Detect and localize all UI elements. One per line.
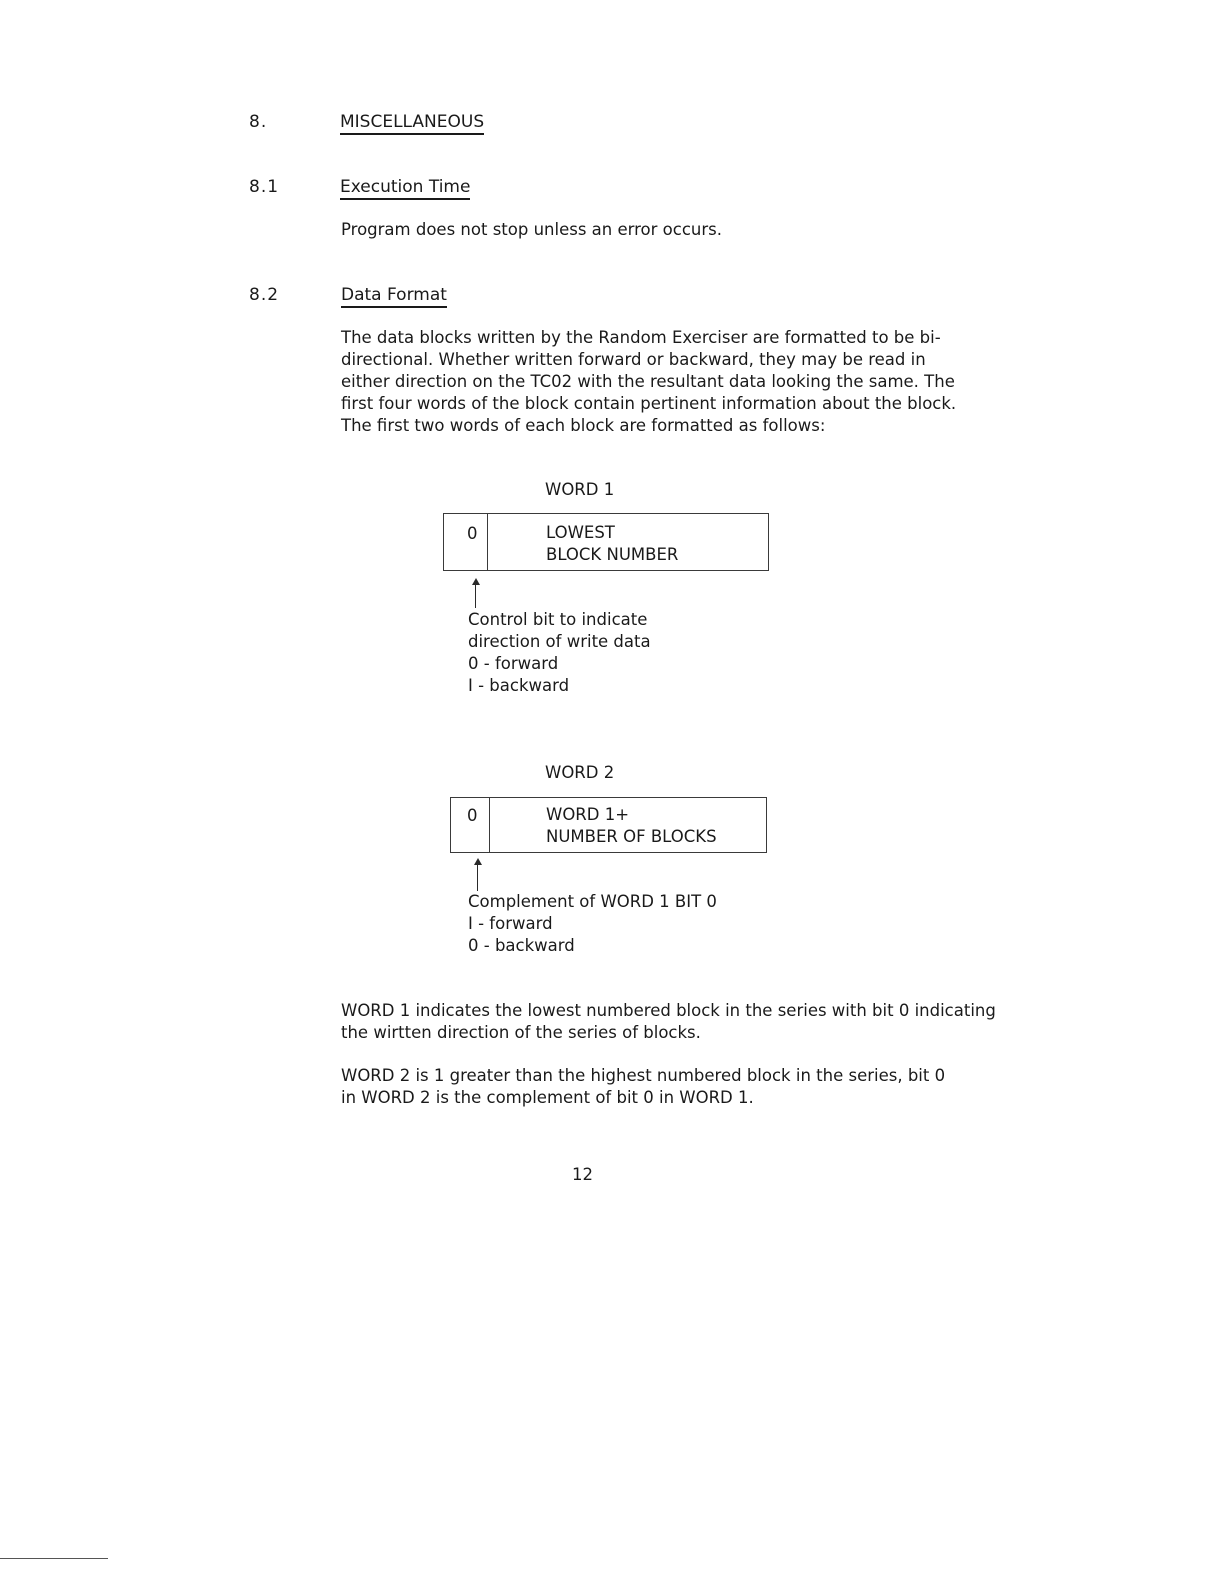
- body-line: either direction on the TC02 with the resultant data looking the same. The: [341, 372, 955, 391]
- summary-line: WORD 1 indicates the lowest numbered block in the series with bit 0 indicating: [341, 1001, 996, 1020]
- section-8-number: 8.: [249, 112, 268, 132]
- bottom-edge-rule: [0, 1558, 108, 1559]
- word1-note-line: Control bit to indicate: [468, 610, 648, 629]
- section-8-1-title: Execution Time: [340, 177, 470, 200]
- word1-field: [546, 522, 678, 566]
- word2-field-line: NUMBER OF BLOCKS: [546, 827, 717, 846]
- body-line: directional. Whether written forward or backward, they may be read in: [341, 350, 926, 369]
- word1-field-line: LOWEST: [546, 523, 615, 542]
- word1-label: WORD 1: [545, 480, 615, 499]
- word1-bit0: 0: [467, 524, 478, 543]
- section-8-title: MISCELLANEOUS: [340, 112, 484, 135]
- word2-note: [468, 891, 717, 957]
- body-line: The data blocks written by the Random Exerciser are formatted to be bi-: [341, 328, 941, 347]
- word1-bit-divider: [487, 513, 488, 571]
- summary-word2: [341, 1065, 945, 1109]
- section-8-2-number: 8.2: [249, 285, 280, 305]
- word1-arrow-shaft: [475, 584, 476, 608]
- summary-word1: [341, 1000, 996, 1044]
- section-8-1-body: Program does not stop unless an error occurs.: [341, 220, 722, 239]
- word1-note-line: 0 - forward: [468, 654, 559, 673]
- word2-arrow-shaft: [477, 864, 478, 891]
- page-number: 12: [572, 1165, 593, 1184]
- section-8-2-title: Data Format: [341, 285, 447, 308]
- summary-line: in WORD 2 is the complement of bit 0 in WORD 1.: [341, 1088, 754, 1107]
- word2-note-line: Complement of WORD 1 BIT 0: [468, 892, 717, 911]
- word1-arrow-icon: [472, 578, 480, 585]
- body-line: first four words of the block contain pertinent information about the block.: [341, 394, 957, 413]
- word2-label: WORD 2: [545, 763, 615, 782]
- section-8-2-body: [341, 327, 1001, 437]
- summary-line: WORD 2 is 1 greater than the highest numbered block in the series, bit 0: [341, 1066, 946, 1085]
- word2-bit0: 0: [467, 806, 478, 825]
- word2-field: [546, 804, 717, 848]
- word2-note-line: 0 - backward: [468, 936, 575, 955]
- word1-note-line: I - backward: [468, 676, 570, 695]
- word1-note-line: direction of write data: [468, 632, 651, 651]
- word1-field-line: BLOCK NUMBER: [546, 545, 679, 564]
- word2-note-line: I - forward: [468, 914, 553, 933]
- word2-arrow-icon: [474, 858, 482, 865]
- summary-line: the wirtten direction of the series of blocks.: [341, 1023, 701, 1042]
- body-line: The first two words of each block are formatted as follows:: [341, 416, 826, 435]
- word2-bit-divider: [489, 797, 490, 853]
- section-8-1-number: 8.1: [249, 177, 280, 197]
- word2-field-line: WORD 1+: [546, 805, 630, 824]
- word1-note: [468, 609, 651, 697]
